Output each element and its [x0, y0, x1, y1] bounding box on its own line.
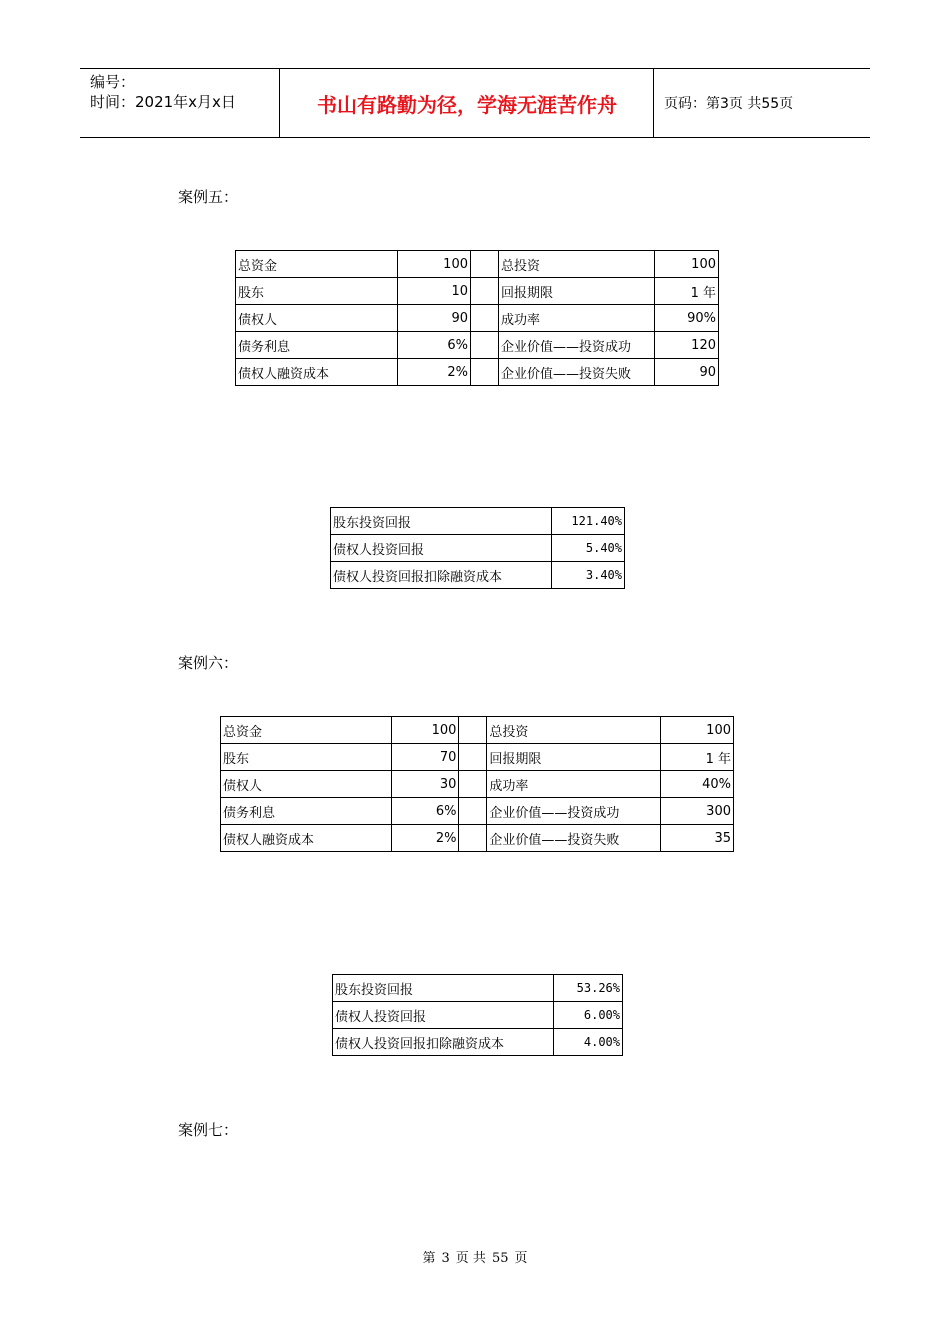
param-value: 90 — [655, 359, 719, 386]
param-value: 1 年 — [655, 278, 719, 305]
param-label: 债权人 — [236, 305, 398, 332]
header-page-info: 页码：第3页 共55页 — [664, 96, 794, 112]
param-label: 股东 — [236, 278, 398, 305]
param-value: 100 — [655, 251, 719, 278]
table-row — [333, 975, 623, 1002]
result-label: 股东投资回报 — [331, 508, 552, 535]
param-label: 总资金 — [221, 717, 392, 744]
param-value: 120 — [655, 332, 719, 359]
case-5-params-table — [235, 250, 719, 386]
result-value: 3.40% — [552, 562, 625, 589]
table-row — [221, 825, 734, 852]
table-row — [236, 251, 719, 278]
case-6-params-table — [220, 716, 734, 852]
table-row — [221, 744, 734, 771]
footer-total-pages: 55 — [491, 1251, 509, 1266]
param-value: 6% — [391, 798, 459, 825]
footer-suffix: 页 — [514, 1251, 528, 1266]
param-label: 回报期限 — [499, 278, 655, 305]
footer-mid: 页 共 — [455, 1251, 486, 1266]
param-value: 1 年 — [661, 744, 734, 771]
param-value: 100 — [398, 251, 471, 278]
case-5-results-table — [330, 507, 625, 589]
param-value: 10 — [398, 278, 471, 305]
param-value: 300 — [661, 798, 734, 825]
result-label: 股东投资回报 — [333, 975, 554, 1002]
param-label: 债权人融资成本 — [221, 825, 392, 852]
param-value: 35 — [661, 825, 734, 852]
param-label: 成功率 — [499, 305, 655, 332]
result-value: 53.26% — [554, 975, 623, 1002]
number-label: 编号： — [90, 73, 136, 91]
result-value: 6.00% — [554, 1002, 623, 1029]
page-header — [80, 68, 870, 138]
result-label: 债权人投资回报 — [331, 535, 552, 562]
table-row — [221, 771, 734, 798]
result-label: 债权人投资回报扣除融资成本 — [331, 562, 552, 589]
param-label: 债权人融资成本 — [236, 359, 398, 386]
table-row — [221, 798, 734, 825]
param-label: 总投资 — [499, 251, 655, 278]
table-row — [331, 535, 625, 562]
param-value: 90 — [398, 305, 471, 332]
param-value: 2% — [391, 825, 459, 852]
param-label: 企业价值——投资失败 — [487, 825, 661, 852]
table-row — [236, 305, 719, 332]
case-6-results-table — [332, 974, 623, 1056]
param-value: 30 — [391, 771, 459, 798]
param-value: 70 — [391, 744, 459, 771]
table-row — [236, 278, 719, 305]
param-label: 总资金 — [236, 251, 398, 278]
case-6-title: 案例六： — [178, 654, 239, 672]
table-row — [331, 562, 625, 589]
param-label: 债务利息 — [236, 332, 398, 359]
table-row — [331, 508, 625, 535]
param-label: 债权人 — [221, 771, 392, 798]
table-row — [333, 1029, 623, 1056]
param-label: 企业价值——投资成功 — [499, 332, 655, 359]
param-value: 100 — [391, 717, 459, 744]
result-value: 4.00% — [554, 1029, 623, 1056]
param-value: 100 — [661, 717, 734, 744]
param-label: 股东 — [221, 744, 392, 771]
result-label: 债权人投资回报扣除融资成本 — [333, 1029, 554, 1056]
table-row — [236, 332, 719, 359]
case-5-title: 案例五： — [178, 188, 239, 206]
footer-prefix: 第 — [422, 1251, 436, 1266]
table-row — [236, 359, 719, 386]
header-motto: 书山有路勤为径，学海无涯苦作舟 — [281, 69, 654, 137]
param-label: 总投资 — [487, 717, 661, 744]
footer-page-number: 3 — [441, 1251, 450, 1266]
table-row — [333, 1002, 623, 1029]
result-value: 5.40% — [552, 535, 625, 562]
param-label: 回报期限 — [487, 744, 661, 771]
page-footer — [0, 1247, 950, 1266]
header-meta — [80, 69, 280, 137]
param-value: 2% — [398, 359, 471, 386]
param-value: 6% — [398, 332, 471, 359]
table-row — [221, 717, 734, 744]
date-label: 时间：2021年x月x日 — [90, 93, 236, 111]
param-label: 企业价值——投资失败 — [499, 359, 655, 386]
param-label: 成功率 — [487, 771, 661, 798]
param-value: 90% — [655, 305, 719, 332]
param-label: 企业价值——投资成功 — [487, 798, 661, 825]
result-value: 121.40% — [552, 508, 625, 535]
param-value: 40% — [661, 771, 734, 798]
case-7-title: 案例七： — [178, 1121, 239, 1139]
result-label: 债权人投资回报 — [333, 1002, 554, 1029]
param-label: 债务利息 — [221, 798, 392, 825]
